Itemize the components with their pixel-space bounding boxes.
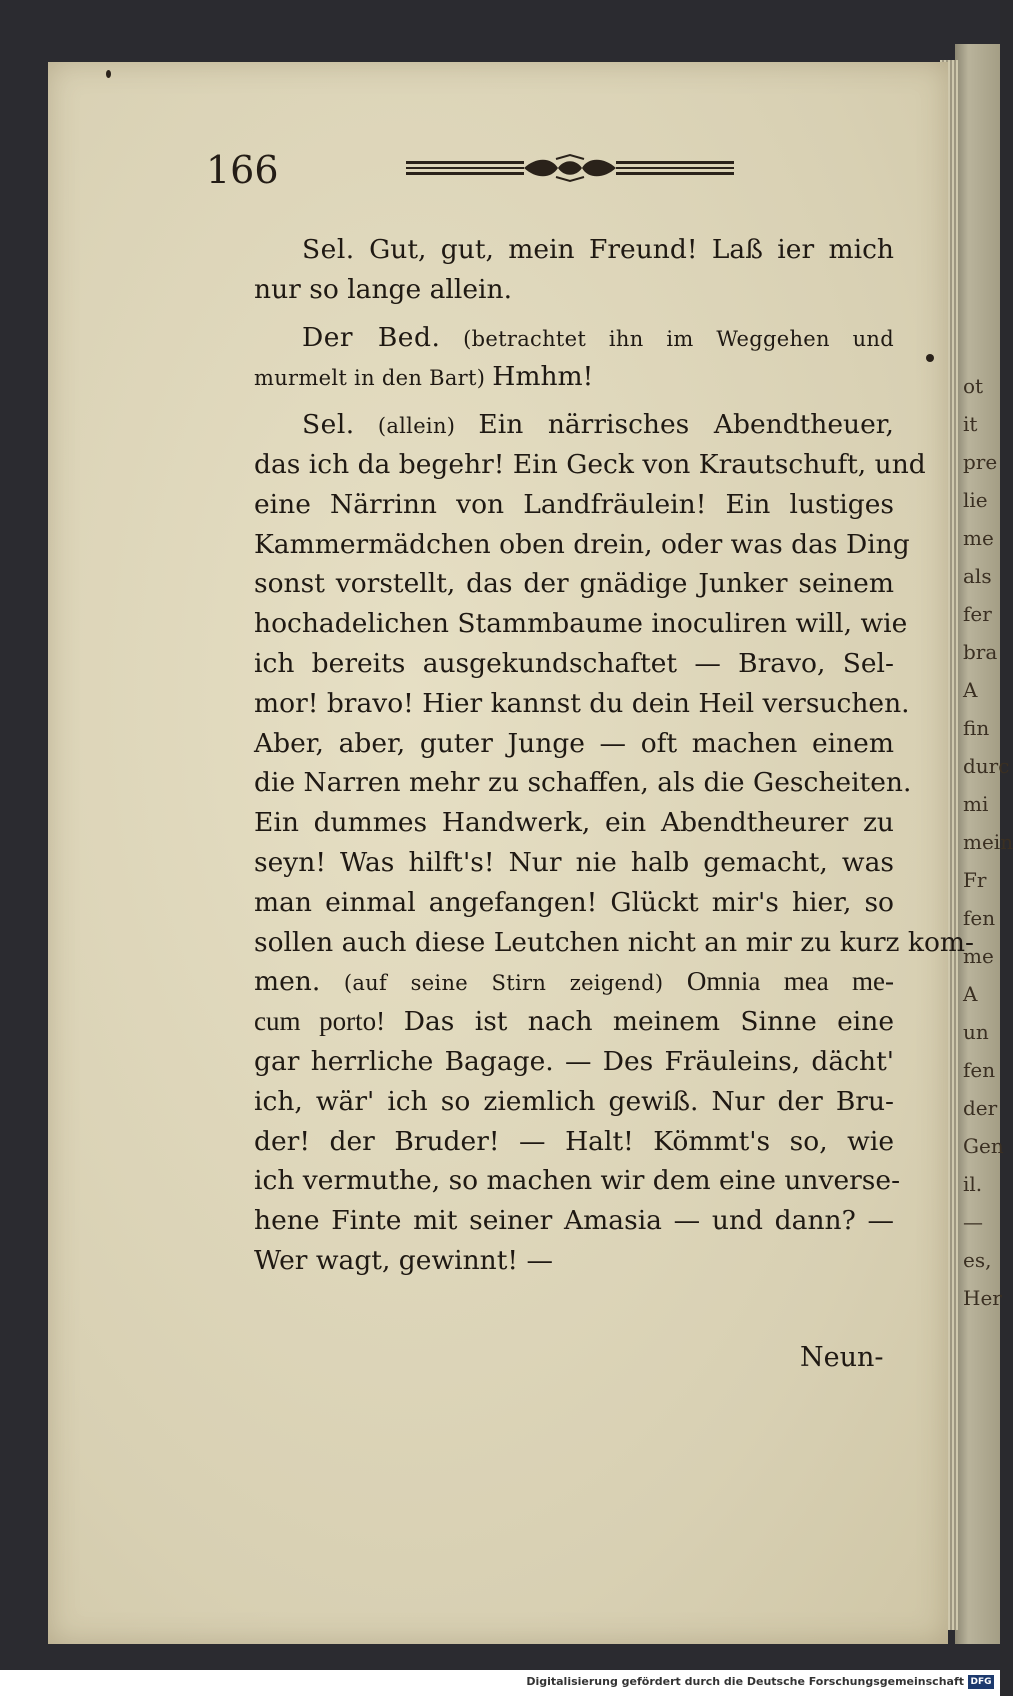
adjacent-page-fragment: it: [963, 412, 978, 436]
adjacent-page-fragment: ot: [963, 374, 984, 398]
line-text: ich, wär' ich so ziemlich gewiß. Nur der Bru-: [254, 1085, 894, 1117]
text-line: [254, 270, 894, 310]
line-text: Kammermädchen oben drein, oder was das Ding: [254, 528, 910, 560]
latin-phrase: Omnia mea me-: [686, 966, 894, 997]
adjacent-page-edge: [955, 44, 1013, 1644]
text-line: [254, 843, 894, 883]
adjacent-page-fragment: me: [963, 526, 994, 550]
text-line: [254, 485, 894, 525]
text-line: [254, 357, 894, 397]
text-line: [254, 883, 894, 923]
stage-direction: (betrachtet ihn im Weggehen und: [440, 326, 894, 351]
line-text: Wer wagt, gewinnt! —: [254, 1244, 553, 1276]
stage-direction: (allein): [354, 414, 479, 439]
adjacent-page-fragment: als: [963, 564, 992, 588]
adjacent-page-fragment: Gen: [963, 1134, 1004, 1158]
line-text: sollen auch diese Leutchen nicht an mir zu kurz kom-: [254, 926, 975, 958]
line-text: gar herrliche Bagage. — Des Fräuleins, dächt': [254, 1045, 894, 1077]
text-line: [254, 923, 975, 963]
adjacent-page-fragment: bra: [963, 640, 998, 664]
line-text: hene Finte mit seiner Amasia — und dann? —: [254, 1205, 894, 1237]
line-text: seyn! Was hilft's! Nur nie halb gemacht, was: [254, 846, 894, 878]
adjacent-page-fragment: A: [963, 678, 978, 702]
funding-credit: Digitalisierung gefördert durch die Deutsche Forschungsgemeinschaft: [526, 1675, 964, 1688]
line-text: mor! bravo! Hier kannst du dein Heil versuchen.: [254, 687, 910, 719]
adjacent-page-fragment: der: [963, 1096, 998, 1120]
text-line: [254, 564, 894, 604]
speaker-name: Sel.: [302, 409, 355, 441]
line-text: die Narren mehr zu schaffen, als die Gescheiten.: [254, 767, 912, 799]
text-line: [254, 684, 910, 724]
ink-spot: [106, 70, 111, 78]
adjacent-page-fragment: mein: [963, 830, 1013, 854]
speaker-name: Sel.: [302, 234, 355, 265]
line-text: ich vermuthe, so machen wir dem eine unverse-: [254, 1165, 901, 1197]
speaker-name: Der Bed.: [302, 321, 441, 353]
text-line: [254, 1082, 894, 1122]
adjacent-page-fragment: Fr: [963, 868, 987, 892]
line-text: sonst vorstellt, das der gnädige Junker seinem: [254, 568, 894, 600]
line-text: der! der Bruder! — Halt! Kömmt's so, wie: [254, 1125, 894, 1157]
text-line: [254, 763, 912, 803]
line-text: man einmal angefangen! Glückt mir's hier, so: [254, 886, 894, 918]
text-line: [254, 644, 894, 684]
line-text: Ein närrisches Abendtheuer,: [478, 409, 894, 441]
stage-direction: murmelt in den Bart): [254, 366, 493, 391]
text-line: [254, 724, 894, 764]
adjacent-page-fragment: fin: [963, 716, 990, 740]
line-text: men.: [254, 966, 321, 998]
line-text: ich bereits ausgekundschaftet — Bravo, Sel-: [254, 647, 894, 679]
text-line: [254, 1042, 894, 1082]
footer-bar: [0, 1670, 1000, 1696]
catchword: Neun-: [800, 1342, 884, 1373]
adjacent-page-fragment: fen: [963, 1058, 996, 1082]
adjacent-page-fragment: es,: [963, 1248, 992, 1272]
dfg-logo: DFG: [968, 1675, 994, 1689]
line-text: das ich da begehr! Ein Geck von Krautschuft, und: [254, 448, 926, 480]
line-text: Gut, gut, mein Freund! Laß ier mich: [354, 234, 894, 265]
line-text: eine Närrinn von Landfräulein! Ein lustiges: [254, 488, 894, 520]
adjacent-page-fragment: pre: [963, 450, 998, 474]
text-line: [254, 525, 910, 565]
text-line: [254, 1201, 894, 1241]
line-text: hochadelichen Stammbaume inoculiren will, wie: [254, 608, 908, 640]
ink-spot: [926, 354, 934, 362]
text-line: [254, 803, 894, 843]
text-line: [254, 604, 908, 644]
adjacent-page-fragment: Her: [963, 1286, 1002, 1310]
adjacent-page-fragment: me: [963, 944, 994, 968]
line-text: nur so lange allein.: [254, 273, 513, 305]
adjacent-page-fragment: fen: [963, 906, 996, 930]
line-text: Ein dummes Handwerk, ein Abendtheurer zu: [254, 807, 894, 839]
text-line: [254, 1002, 894, 1042]
adjacent-page-fragment: durc: [963, 754, 1010, 778]
adjacent-page-fragment: —: [963, 1210, 983, 1234]
adjacent-page-fragment: mi: [963, 792, 989, 816]
text-line: [254, 405, 894, 445]
line-text: Aber, aber, guter Junge — oft machen einem: [254, 727, 894, 759]
line-text: Hmhm!: [492, 361, 594, 393]
line-text: Das ist nach meinem Sinne eine: [403, 1006, 894, 1038]
stage-direction: (auf seine Stirn zeigend): [320, 971, 687, 996]
text-line: [254, 230, 894, 270]
adjacent-page-fragment: fer: [963, 602, 992, 626]
page-number: 166: [206, 148, 279, 192]
header-ornament: [406, 155, 734, 181]
adjacent-page-fragment: un: [963, 1020, 989, 1044]
adjacent-page-fragment: A: [963, 982, 978, 1006]
text-line: [254, 1161, 901, 1201]
text-line: [254, 1122, 894, 1162]
text-line: [254, 962, 894, 1002]
text-line: [254, 318, 894, 358]
adjacent-page-fragment: il.: [963, 1172, 983, 1196]
text-line: [254, 1241, 894, 1281]
text-line: [254, 445, 926, 485]
adjacent-page-fragment: lie: [963, 488, 988, 512]
latin-phrase: cum porto!: [254, 1006, 404, 1037]
